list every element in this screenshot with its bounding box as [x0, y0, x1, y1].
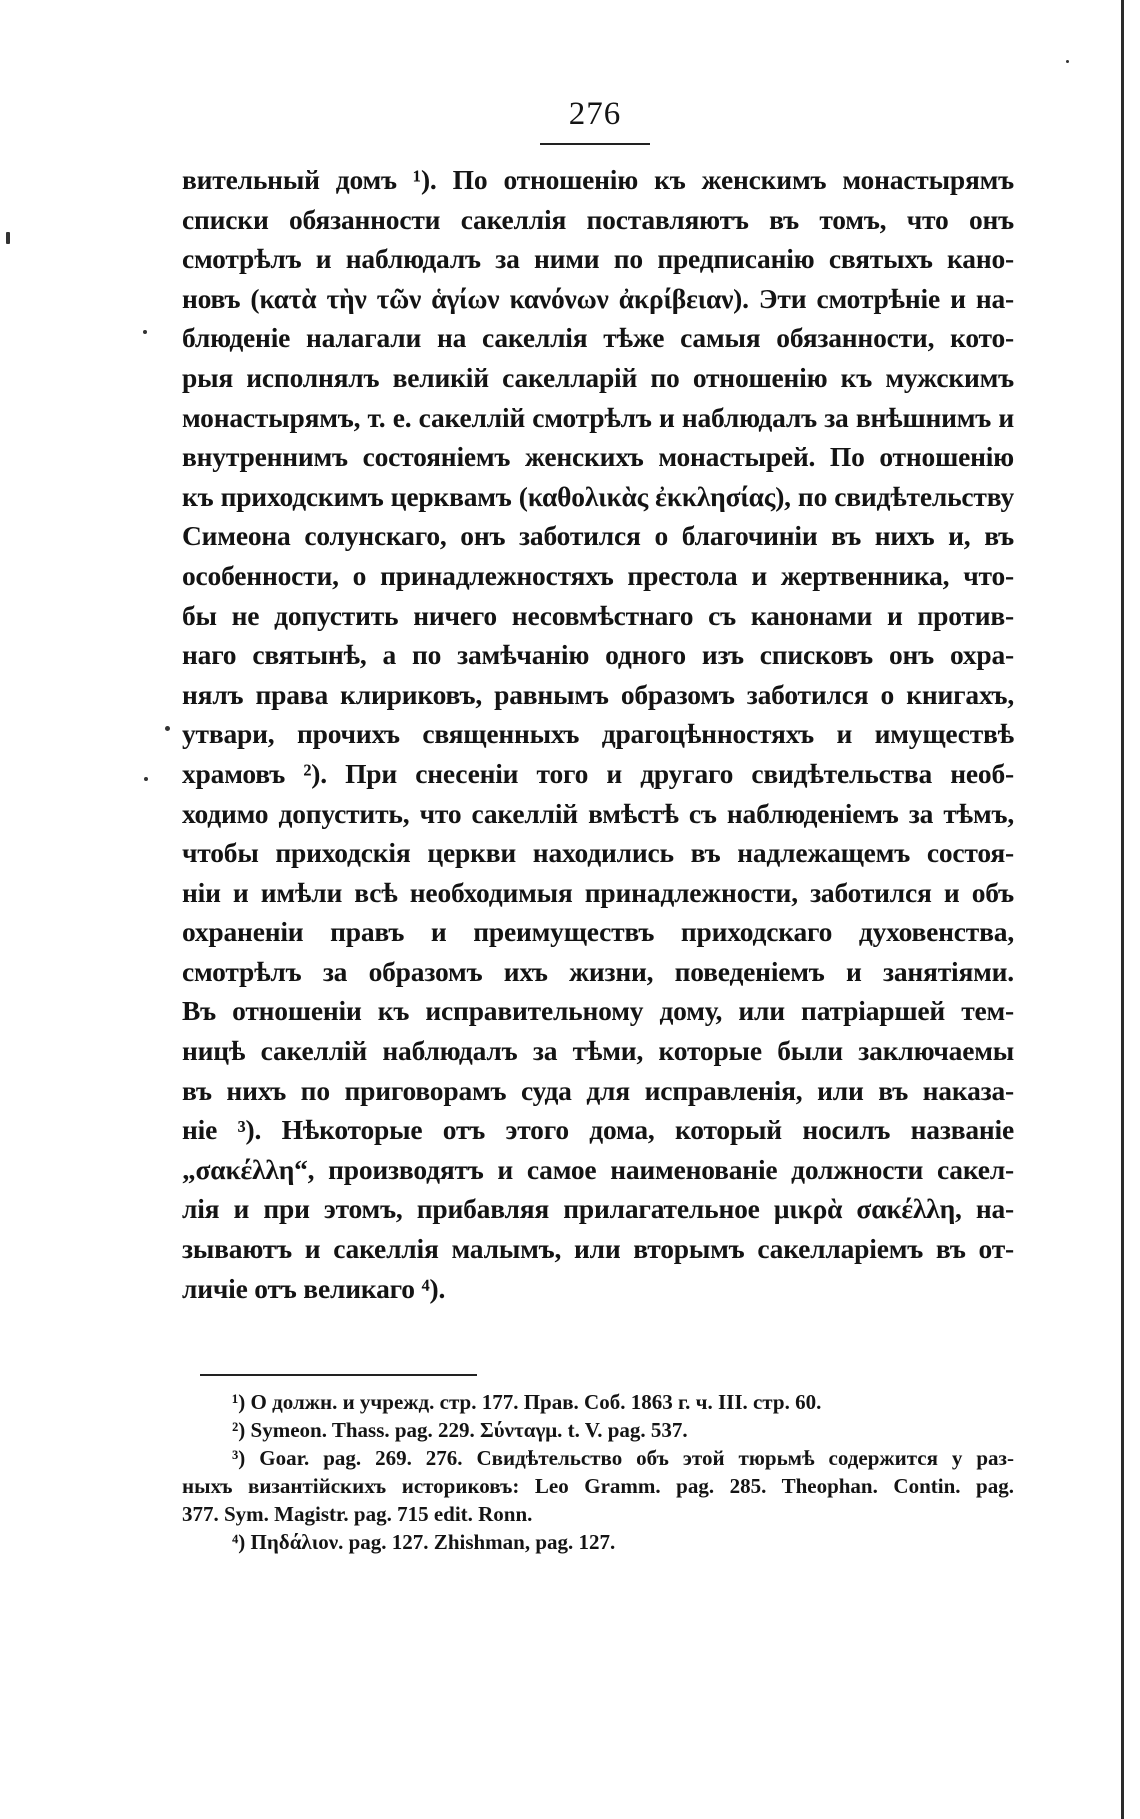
text-line: къ приходскимъ церквамъ (καθολικὰς ἐκκλησίας), по свидѣтельству: [182, 480, 1014, 512]
page-number: 276: [568, 96, 622, 132]
text-line: внутреннимъ состояніемъ женскихъ монастырей. По отношенію: [182, 441, 1014, 473]
text-line: смотрѣлъ и наблюдалъ за ними по предписанію святыхъ кано-: [182, 243, 1014, 275]
text-line: бы не допустить ничего несовмѣстнаго съ канонами и против-: [182, 599, 1014, 631]
text-line: Въ отношеніи къ исправительному дому, или патріаршей тем-: [182, 995, 1014, 1027]
text-line: храмовъ ²). При снесеніи того и другаго свидѣтельства необ-: [182, 757, 1014, 789]
scan-speck: [144, 777, 148, 781]
text-line: блюденіе налагали на сакеллія тѣже самыя обязанности, кото-: [182, 322, 1014, 354]
footnote-separator: [200, 1374, 477, 1376]
text-line: охраненіи правъ и преимуществъ приходскаго духовенства,: [182, 916, 1014, 948]
footnote-4: ⁴) Πηδάλιον. pag. 127. Zhishman, pag. 127.: [232, 1530, 616, 1554]
text-line: ходимо допустить, что сакеллій вмѣстѣ съ наблюденіемъ за тѣмъ,: [182, 797, 1014, 829]
text-line: особенности, о принадлежностяхъ престола и жертвенника, что-: [182, 559, 1014, 591]
text-line: ницѣ сакеллій наблюдалъ за тѣми, которые были заключаемы: [182, 1035, 1014, 1067]
text-line: списки обязанности сакеллія поставляютъ въ томъ, что онъ: [182, 203, 1014, 235]
scan-speck: [143, 330, 147, 334]
text-line: наго святынѣ, а по замѣчанію одного изъ списковъ онъ охра-: [182, 639, 1014, 671]
text-line: въ нихъ по приговорамъ суда для исправленія, или въ наказа-: [182, 1074, 1014, 1106]
body-text: [182, 160, 1014, 1308]
scan-speck: [6, 232, 10, 244]
text-line: утвари, прочихъ священныхъ драгоцѣнностяхъ и имуществѣ: [182, 718, 1014, 750]
text-line: рыя исполнялъ великій сакелларій по отношенію къ мужскимъ: [182, 361, 1014, 393]
page-number-underline: [540, 143, 650, 145]
text-line: новъ (κατὰ τὴν τῶν ἁγίων κανόνων ἀκρίβειαν). Эти смотрѣніе и на-: [182, 282, 1014, 314]
text-line: ніе ³). Нѣкоторые отъ этого дома, который носилъ названіе: [182, 1114, 1014, 1146]
text-line: Симеона солунскаго, онъ заботился о благочиніи въ нихъ и, въ: [182, 520, 1014, 552]
text-line: лія и при этомъ, прибавляя прилагательное μικρὰ σακέλλη, на-: [182, 1193, 1014, 1225]
text-line: чтобы приходскія церкви находились въ надлежащемъ состоя-: [182, 837, 1014, 869]
text-line: монастырямъ, т. е. сакеллій смотрѣлъ и наблюдалъ за внѣшнимъ и: [182, 401, 1014, 433]
text-line: зываютъ и сакеллія малымъ, или вторымъ сакелларіемъ въ от-: [182, 1233, 1014, 1265]
text-line: нялъ права клириковъ, равнымъ образомъ заботился о книгахъ,: [182, 678, 1014, 710]
footnote-2: ²) Symeon. Thass. pag. 229. Σύνταγμ. t. V. pag. 537.: [232, 1418, 688, 1442]
footnote-3-end: 377. Sym. Magistr. pag. 715 edit. Ronn.: [182, 1502, 533, 1526]
scan-speck: [1066, 60, 1069, 63]
text-line-last: личіе отъ великаго ⁴).: [182, 1272, 446, 1304]
footnotes: [182, 1388, 1014, 1556]
footnote-3-continued: ныхъ византійскихъ историковъ: Leo Gramm. pag. 285. Theophan. Contin. pag.: [182, 1474, 1014, 1498]
footnote-3: ³) Goar. pag. 269. 276. Свидѣтельство объ этой тюрьмѣ содержится у раз-: [232, 1446, 1014, 1470]
text-line: вительный домъ ¹). По отношенію къ женскимъ монастырямъ: [182, 164, 1014, 195]
text-line: „σακέλλη“, производятъ и самое наименованіе должности сакел-: [182, 1153, 1014, 1185]
page-edge: [1121, 0, 1124, 1819]
scan-speck: [165, 726, 170, 731]
footnote-1: ¹) О должн. и учрежд. стр. 177. Прав. Соб. 1863 г. ч. III. стр. 60.: [232, 1390, 822, 1414]
text-line: смотрѣлъ за образомъ ихъ жизни, поведеніемъ и занятіями.: [182, 955, 1014, 987]
text-line: ніи и имѣли всѣ необходимыя принадлежности, заботился и объ: [182, 876, 1014, 908]
